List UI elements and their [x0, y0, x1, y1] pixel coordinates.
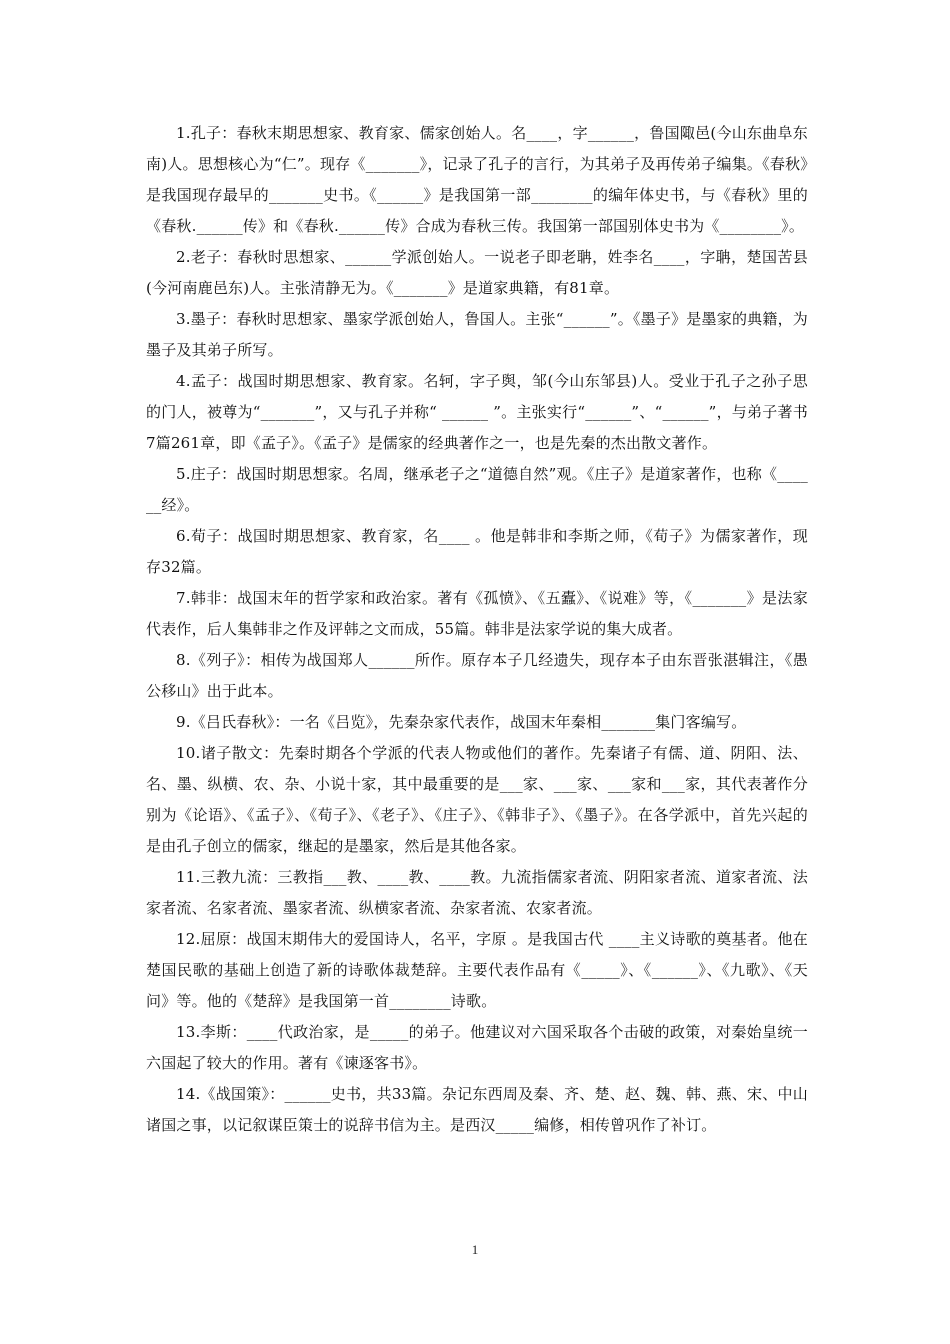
paragraph-zhanguoce: 14.《战国策》：______史书，共33篇。杂记东西周及秦、齐、楚、赵、魏、韩、燕、宋、中山诸国之事，以记叙谋臣策士的说辞书信为主。是西汉_____编修，相传曾巩作了补订。 [146, 1085, 808, 1134]
paragraph-lisi: 13.李斯：____代政治家，是_____的弟子。他建议对六国采取各个击破的政策，对秦始皇统一六国起了较大的作用。著有《谏逐客书》。 [146, 1023, 808, 1072]
paragraph-liezi: 8.《列子》：相传为战国郑人______所作。原存本子几经遗失，现存本子由东晋张湛辑注，《愚公移山》出于此本。 [146, 651, 808, 700]
page-number: 1 [471, 1242, 479, 1257]
paragraph-sanjiao-jiuliu: 11.三教九流：三教指___教、____教、____教。九流指儒家者流、阴阳家者流、道家者流、法家者流、名家者流、墨家者流、纵横家者流、杂家者流、农家者流。 [146, 868, 808, 917]
paragraph-mozi: 3.墨子：春秋时思想家、墨家学派创始人，鲁国人。主张“______”。《墨子》是墨家的典籍，为墨子及其弟子所写。 [146, 310, 808, 359]
paragraph-lushi-chunqiu: 9.《吕氏春秋》：一名《吕览》，先秦杂家代表作，战国末年秦相_______集门客编写。 [176, 713, 747, 731]
paragraph-quyuan: 12.屈原：战国末期伟大的爱国诗人，名平，字原 。是我国古代 ____主义诗歌的奠基者。他在楚国民歌的基础上创造了新的诗歌体裁楚辞。主要代表作品有《_____》、《______》、《九歌》、《天问》等。他的《楚辞》是我国第一首________诗歌。 [146, 930, 808, 1010]
paragraph-hanfei: 7.韩非：战国末年的哲学家和政治家。著有《孤愤》、《五蠹》、《说难》等，《_______》是法家代表作，后人集韩非之作及评韩之文而成，55篇。韩非是法家学说的集大成者。 [146, 589, 808, 638]
paragraph-zhuangzi: 5.庄子：战国时期思想家。名周，继承老子之“道德自然”观。《庄子》是道家著作，也称《______经》。 [146, 465, 808, 514]
paragraph-mencius: 4.孟子：战国时期思想家、教育家。名轲，字子舆，邹(今山东邹县)人。受业于孔子之孙子思的门人，被尊为“_______”，又与孔子并称“ ______ ”。主张实行“______”、“______”，与弟子著书7篇261章，即《孟子》。《孟子》是儒家的经典著作之一，也是先秦的杰出散文著作。 [146, 372, 808, 452]
page-content [146, 118, 808, 1141]
paragraph-zhuzi-sanwen: 10.诸子散文：先秦时期各个学派的代表人物或他们的著作。先秦诸子有儒、道、阴阳、法、名、墨、纵横、农、杂、小说十家，其中最重要的是___家、___家、___家和___家，其代表著作分别为《论语》、《孟子》、《荀子》、《老子》、《庄子》、《韩非子》、《墨子》。在各学派中，首先兴起的是由孔子创立的儒家，继起的是墨家，然后是其他各家。 [146, 744, 808, 855]
paragraph-xunzi: 6.荀子：战国时期思想家、教育家，名____ 。他是韩非和李斯之师，《荀子》为儒家著作，现存32篇。 [146, 527, 808, 576]
paragraph-confucius: 1.孔子：春秋末期思想家、教育家、儒家创始人。名____，字______，鲁国陬邑(今山东曲阜东南)人。思想核心为“仁”。现存《_______》，记录了孔子的言行，为其弟子及再传弟子编集。《春秋》是我国现存最早的_______史书。《______》是我国第一部________的编年体史书，与《春秋》里的《春秋.______传》和《春秋.______传》合成为春秋三传。我国第一部国别体史书为《________》。 [146, 124, 808, 235]
paragraph-laozi: 2.老子：春秋时思想家、______学派创始人。一说老子即老聃，姓李名____，字聃，楚国苦县(今河南鹿邑东)人。主张清静无为。《_______》是道家典籍，有81章。 [146, 248, 808, 297]
